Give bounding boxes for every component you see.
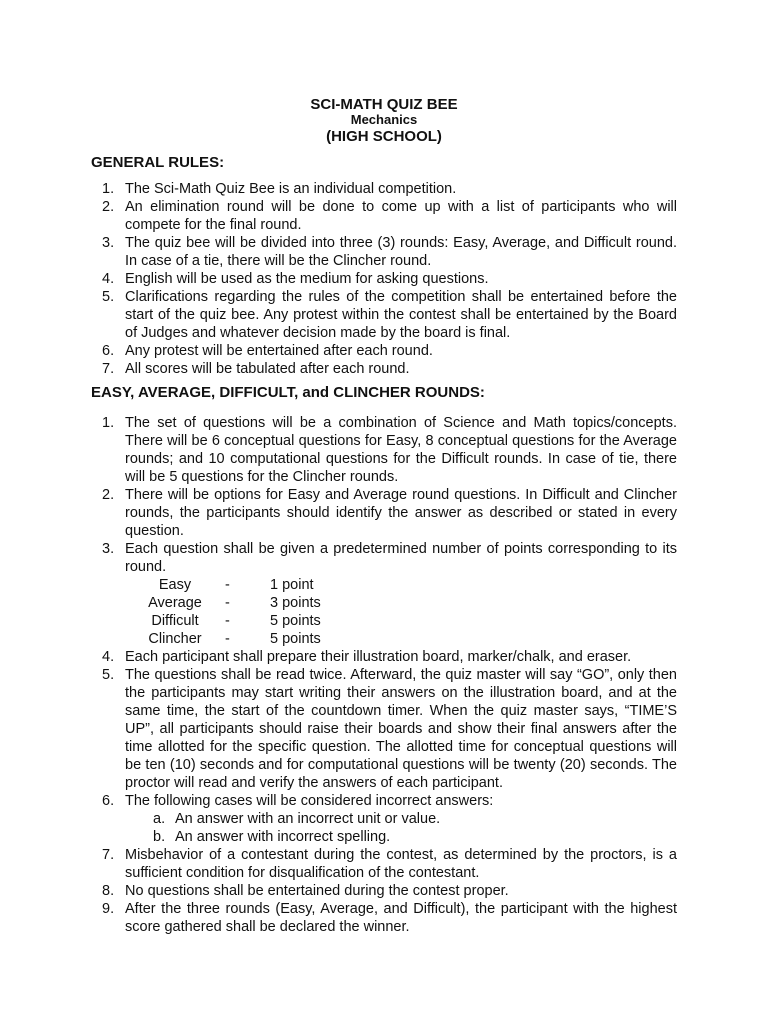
item-text: The quiz bee will be divided into three (3) rounds: Easy, Average, and Difficult round. In case of a tie, there will be the Clincher round. [125,235,677,269]
points-row [125,630,677,648]
sub-item-letter: b. [153,829,166,845]
item-number: 3. [102,235,115,251]
document-level: (HIGH SCHOOL) [326,128,442,145]
list-item [0,180,768,198]
points-row [125,576,677,594]
item-number: 2. [102,487,115,503]
list-item [0,666,768,792]
item-text: Clarifications regarding the rules of the competition shall be entertained before the start of the quiz bee. Any protest within the contest shall be entertained by the Board of Judges and whatever decision made by the board is final. [125,289,677,341]
sub-item-text: An answer with an incorrect unit or value. [175,811,441,827]
round-dash: - [225,613,230,629]
item-number: 1. [102,415,115,431]
list-item [0,360,768,378]
round-points: 3 points [270,595,321,611]
points-row [125,594,677,612]
item-text: There will be options for Easy and Average round questions. In Difficult and Clincher rounds, the participants should identify the answer as described or stated in every question. [125,487,677,539]
sub-list-item [125,810,677,828]
sub-item-text: An answer with incorrect spelling. [175,829,391,845]
round-points: 1 point [270,577,314,593]
round-name: Difficult [151,613,199,629]
list-item [0,414,768,486]
points-table [125,576,677,648]
item-number: 4. [102,271,115,287]
list-item [0,342,768,360]
sub-list-item [125,828,677,846]
item-number: 2. [102,199,115,215]
list-item [0,900,768,936]
rounds-rules-list [0,414,768,936]
list-item [0,486,768,540]
item-text: Each question shall be given a predetermined number of points corresponding to its round. [125,541,677,575]
item-text: An elimination round will be done to come up with a list of participants who will compete for the final round. [125,199,677,233]
list-item [0,234,768,270]
item-number: 7. [102,361,115,377]
item-text: The set of questions will be a combination of Science and Math topics/concepts. There will be 6 conceptual questions for Easy, 8 conceptual questions for the Average rounds; and 10 computational questions for the Difficult rounds. In case of tie, there will be 5 questions for the Clincher rounds. [125,415,677,485]
list-item [0,270,768,288]
list-item [0,198,768,234]
item-number: 9. [102,901,115,917]
item-text: The Sci-Math Quiz Bee is an individual competition. [125,181,457,197]
item-number: 5. [102,667,115,683]
points-row [125,612,677,630]
item-number: 7. [102,847,115,863]
item-number: 4. [102,649,115,665]
item-text: After the three rounds (Easy, Average, and Difficult), the participant with the highest score gathered shall be declared the winner. [125,901,677,935]
item-number: 5. [102,289,115,305]
list-item [0,648,768,666]
item-text: No questions shall be entertained during the contest proper. [125,883,509,899]
item-text: Misbehavior of a contestant during the contest, as determined by the proctors, is a sufficient condition for disqualification of the contestant. [125,847,677,881]
list-item [0,846,768,882]
item-number: 6. [102,343,115,359]
round-name: Easy [158,577,192,593]
list-item [0,882,768,900]
item-text: All scores will be tabulated after each round. [125,361,410,377]
item-text: The questions shall be read twice. Afterward, the quiz master will say “GO”, only then the participants may start writing their answers on the illustration board, and at the same time, the start of the countdown timer. When the quiz master says, “TIME’S UP”, all participants should raise their boards and show their final answers after the time allotted for the specific question. The allotted time for conceptual questions will be ten (10) seconds and for computational questions will be twenty (20) seconds. The proctor will read and verify the answers of each participant. [125,667,677,791]
round-dash: - [225,595,230,611]
item-number: 6. [102,793,115,809]
round-points: 5 points [270,613,321,629]
round-points: 5 points [270,631,321,647]
item-number: 1. [102,181,115,197]
sub-item-letter: a. [153,811,166,827]
general-rules-heading: GENERAL RULES: [91,154,225,171]
item-text: English will be used as the medium for asking questions. [125,271,489,287]
list-item [0,792,768,846]
list-item [0,288,768,342]
list-item [0,540,768,648]
round-name: Clincher [148,631,202,647]
item-text: Any protest will be entertained after each round. [125,343,433,359]
document-title: SCI-MATH QUIZ BEE [310,96,458,113]
rounds-heading: EASY, AVERAGE, DIFFICULT, and CLINCHER ROUNDS: [91,384,485,401]
item-number: 3. [102,541,115,557]
general-rules-list [0,180,768,378]
round-dash: - [225,577,230,593]
item-text: Each participant shall prepare their illustration board, marker/chalk, and eraser. [125,649,632,665]
round-name: Average [148,595,202,611]
round-dash: - [225,631,230,647]
document-subject: Mechanics [350,112,418,127]
incorrect-cases-list [125,810,677,846]
item-number: 8. [102,883,115,899]
item-text: The following cases will be considered incorrect answers: [125,793,494,809]
